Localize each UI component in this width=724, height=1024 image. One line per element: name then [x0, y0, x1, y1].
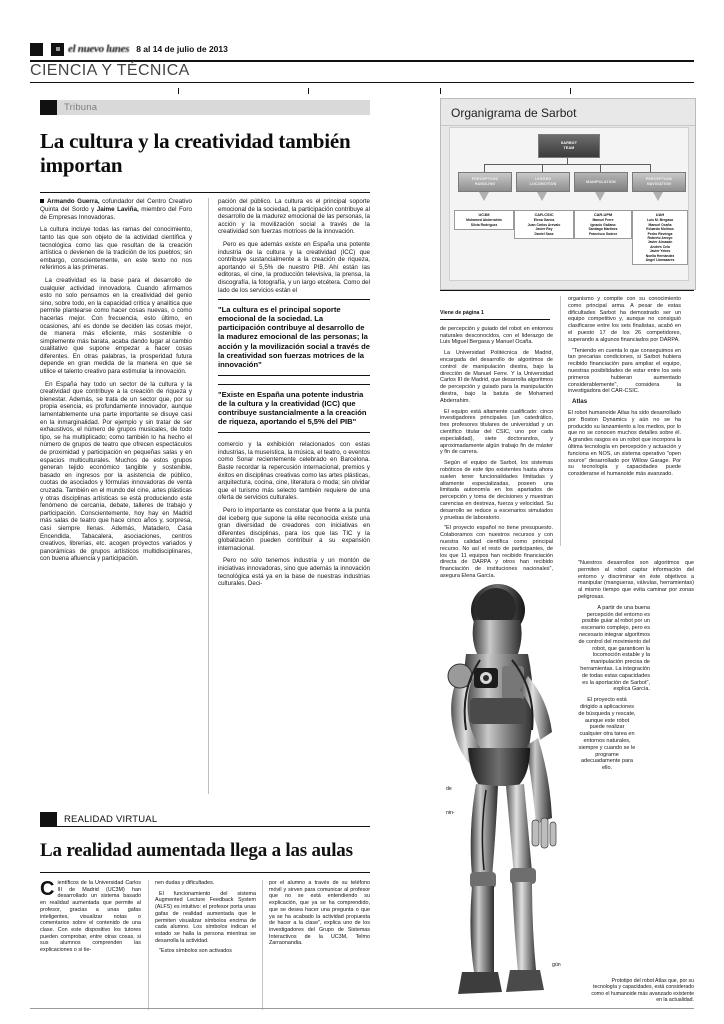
paragraph: Pero no sólo tenemos industria y un montón de iniciativas innovadoras, sino que además la innovación tecnológica está ya en la base de nuestras industrias culturales. Deci- [218, 557, 370, 588]
paragraph: El robot humanoide Atlas ha sido desarrollado por Boston Dynamics y aún no se ha producido su lanzamiento a los medios, por lo que no se conocen muchos detalles sobre él. A grandes rasgos es un robot que incorpora la última tecnología en percepción y actuación y funciona en NOS, un sistema operativo "open source" desarrollado por Willow Garage. Por su tecnología y capacidades puede considerarse el humanoide más avanzado. [568, 409, 681, 478]
subhead-atlas: Atlas [572, 398, 588, 406]
paragraph: La Universidad Politécnica de Madrid, encargada del desarrollo de algoritmos de control de manipulación diestra, bajo la dirección de Manuel Ferre. Y la Universidad Carlos III de Madrid, que desarrolla algoritmos de percepción y guiado para la manipulación diestra, bajo la batuta de Mohamed Abderrahim. [440, 350, 553, 404]
robot-wrap-text [578, 560, 694, 776]
org-l2-line2: LOCOMOTION [529, 182, 557, 186]
org-l2-line1: MANIPULATION [586, 179, 616, 184]
connector-drop-4 [650, 164, 651, 172]
org-l2-line2: NAVIGATION [646, 182, 672, 186]
org-leaf-member: Ignacio Galiano [590, 222, 616, 227]
connector-drop-3 [600, 164, 601, 172]
org-node-perception-navigation [632, 172, 686, 192]
kicker-realidad-virtual [40, 812, 370, 827]
paragraph: El equipo está altamente cualificado: cinco investigadores principales (un catedrático, tres profesores titulares de universidad y un científico titular del CSIC, uno por cada especialidad), siete doctorandos, y aproximadamente algún trabajo fin de máster y fin de carrera. [440, 408, 553, 456]
paragraph: Pero lo importante es constatar que frente a la punta del iceberg que supone la elite reconocida existe una gran diversidad de creadores con iniciativas en diferentes disciplinas, para los que las TIC y la globalización pueden contribuir a su expansión internacional. [218, 506, 370, 552]
paragraph: "Estos símbolos son activados [159, 948, 232, 955]
realidad-virtual-header [40, 812, 370, 873]
org-root-line2: TEAM [563, 146, 575, 150]
org-leaf-uah [632, 210, 688, 265]
right-article-rule [440, 290, 694, 291]
org-leaf-member: Luis M. Bergasa [646, 218, 673, 223]
org-leaf-member: Francisco Suárez [588, 231, 618, 236]
org-root-line1: SARBOT [560, 141, 578, 145]
paragraph: "Nuestros desarrollos son algoritmos que permiten al robot captar información del entorno y discriminar en éste objetivos a manipular (mangueras, válvulas, herramientas) al mismo tiempo que evita caminar por zonas peligrosas. [578, 560, 694, 600]
paragraph: La cultura incluye todas las ramas del conocimiento, tanto las que son objeto de la actividad científica y tecnológica como las que resultan de la creación artística o devienen de la tradición de los pueblos; sin embargo, conscientemente, en este texto no nos referimos a las primeras. [40, 226, 192, 272]
column-rules-top [30, 88, 694, 94]
realidad-virtual-body [40, 880, 370, 1015]
kicker-label: Tribuna [64, 102, 98, 113]
paragraph: A partir de una buena percepción del entorno es posible guiar al robot por un escenario complejo, pero es necesario integrar algoritmos de control del movimiento del robot, que garanticen la locomoción estable y la manipulación precisa de herramientas. La integración de todas estas capacidades es la aportación de Sarbot", explica García. [578, 604, 650, 693]
pullquote-2: "Existe en España una potente industria de la cultura y la creatividad (ICC) que contribuye sustancialmente a la creación de riqueza, aportando el 5,5% del PIB" [218, 384, 370, 433]
publication-name: el nuevo lunes [68, 43, 130, 55]
rv-column-2 [155, 880, 256, 959]
org-leaf-member: Javier Yebes [649, 249, 671, 254]
org-leaf-member: Eduardo Molinos [646, 227, 674, 232]
org-leaf-member: Ángel Llamazares [645, 258, 675, 263]
byline-author-2: Jaime Laviña, [96, 205, 139, 213]
publication-logo-mark [51, 43, 64, 56]
kicker-square [40, 100, 57, 115]
org-leaf-institution: UC3M [478, 212, 490, 217]
byline-end: miembro del Foro de Empresas Innovadoras. [40, 205, 192, 221]
org-l2-line1: LEGGED [534, 177, 552, 181]
tribuna-header [40, 100, 370, 193]
tribuna-body [40, 198, 370, 798]
org-l2-line1: PERCEPTION/ [645, 177, 673, 181]
org-leaf-car-csic [514, 210, 574, 239]
organigrama-chart [449, 127, 689, 281]
org-l2-line2: HANDLING [474, 182, 496, 186]
paragraph: "Teniendo en cuenta lo que conseguimos en tan precarias condiciones, si Sarbot hubiera recibido financiación para ampliar el equipo, nuestras posibilidades de estar entre los seis primeros hubieran aumentado considerablemente", considera la investigadora del CAR-CSIC. [568, 347, 681, 395]
org-leaf-institution: CAR-UPM [593, 212, 613, 217]
atlas-robot-photo [440, 580, 590, 1010]
connector-horizontal [484, 164, 650, 165]
paragraph: La creatividad es la base para el desarrollo de cualquier actividad innovadora. Cuando afirmamos esto no solo pensamos en la creatividad del genio sino, sobre todo, en la capacidad crítica y analítica que permite plantearse como hacer cosas nuevas, o como hacerlas mejor. Con frecuencia, esto último, en ocasiones, ahí es donde se deciden las cosas mejor, de manera más eficiente, más sostenible o simplemente más barata, acaba dando lugar al cambio cualitativo que supone empezar a hacer cosas diferentes. En otras palabras, la prosperidad futura depende en gran medida de la manera en que se utilice el talento creativo para estimular la innovación. [40, 276, 192, 376]
kicker-square [40, 812, 57, 827]
robot-photo-zone [440, 560, 694, 1010]
paragraph: El proyecto está dirigido a aplicaciones de búsqueda y rescate, aunque este robot puede realizar cualquier otra tarea en entornos naturales, siempre y cuando se le programe adecuadamente para ello. [578, 697, 636, 772]
paragraph: por el alumno a través de su teléfono móvil y sirven para comunicar al profesor que no se está entendiendo su explicación, que ya se ha comprendido, que se desea hacer una pregunta o que ya se ha acabado la actividad propuesta de hacer a la clase", explica uno de los investigadores del Grupo de Sistemas Interactivos de la UC3M, Telmo Zarraonandia. [269, 880, 370, 947]
paragraph [40, 880, 141, 954]
org-arrow-1 [479, 192, 489, 201]
column-divider [560, 296, 561, 546]
org-leaf-member: Javier Rey [535, 227, 553, 232]
column-divider [262, 880, 263, 1010]
connector-drop-2 [542, 164, 543, 172]
realidad-virtual-headline: La realidad aumentada llega a las aulas [40, 840, 353, 861]
tribuna-headline: La cultura y la creatividad también importan [40, 129, 351, 178]
org-node-legged-locomotion [516, 172, 570, 192]
org-node-root [538, 134, 600, 158]
byline-mid: cofundador del Centro Creativo Quinta del Sordo y [40, 198, 192, 213]
org-leaf-member: Roberto Arroyo [647, 236, 673, 241]
org-arrow-4 [653, 192, 663, 201]
org-node-perception-handling [458, 172, 512, 192]
org-leaf-uc3m [454, 210, 514, 230]
org-leaf-car-upm [574, 210, 632, 239]
photo-label-nin: nin- [446, 810, 455, 816]
page-bottom-rule [30, 1008, 694, 1009]
organigrama-panel [440, 98, 696, 290]
masthead [30, 38, 694, 62]
paragraph: El funcionamiento del sistema Augmented Lecture Feedback System (ALFS) es intuitivo: el profesor porta unas gafas de realidad aumentada que le permiten visualizar símbolos encima de cada alumno. Los símbolos indican el estado se halla la persona mientras se desarrolla la actividad. [155, 890, 256, 944]
headline-rule [40, 872, 370, 873]
connector-drop-1 [484, 164, 485, 172]
org-arrow-2 [537, 192, 547, 201]
column-divider [148, 880, 149, 1010]
paragraph: En España hay todo un sector de la cultura y la creatividad que contribuye a la creación de riqueza y bienestar. Además, se trata de un sector que, por su propia esencia, es profundamente innovador, aunque lamentablemente una parte importante se disuye casi en la inmarginalidad. Por ejemplo y sin tratar de ser exhaustivos, el número de grupos musicales, de todo tipo, se ha multiplicado; como también lo ha hecho el número de grupos de teatro que ofrecen espectáculos de proximidad y participación en pequeñas salas y en espacios multiculturales. Muchos de estos grupos generan tejido económico tangible y sostenible, basado en ingresos por la asistencia de público, cuotas de asociados y fórmulas innovadoras de venta cruzada. También en el mundo del cine, artes plásticas y otras disciplinas artísticas se está produciendo este fenómeno de cercanía, debate, talleres de trabajo y participación. Conscientemente, hoy hay en Madrid más salas de teatro que hace cinco años y, sorpresa, casi siempre llenas. Además, Matadero, Casa Encendida, Tabacalera, asociaciones, centros creativos, librerías, etc. acogen proyectos variados y panorámicas de grupos artísticos multidisciplinares, con buena afluencia y participación. [40, 380, 192, 563]
org-leaf-member: Pedro Revenga [647, 231, 673, 236]
paragraph: "El proyecto español no tiene presupuesto. Colaboramos con nuestros recursos y con nuestra calidad científica como principal recurso. No así el resto de participantes, de los que 11 equipos han recibido financiación directa de DARPA y otros han recibido financiación de instituciones nacionales", asegura Elena García. [440, 525, 553, 579]
org-leaf-member: Santiago Martínez [588, 227, 618, 232]
byline-author-1: Armando Guerra, [47, 198, 100, 205]
byline-square [40, 199, 44, 203]
org-node-manipulation [574, 172, 628, 192]
section-title: CIENCIA Y TÉCNICA [30, 62, 694, 83]
org-leaf-institution: UAH [655, 212, 665, 217]
org-leaf-member: Javier Almazán [647, 240, 673, 245]
org-leaf-member: Daniel Sanz [534, 231, 554, 236]
rv-column-3 [269, 880, 370, 951]
org-leaf-member: Manuel Ocaña [648, 222, 672, 227]
paragraph-text: ientíficos de la Universidad Carlos III de Madrid (UC3M) han desarrollado un sistema basado en realidad aumentada que permite al profesor, gracias a unas gafas inteligentes, visualizar notas o comentarios sobre el contenido de una clase. Con este dispositivo los tutores pueden comprobar, entre otras cosas, si sus alumnos comprenden las explicaciones o si tie- [40, 880, 141, 954]
paragraph: comercio y la exhibición relacionados con estas industrias, la museística, la música, el teatro, o eventos como Sonar recientemente celebrado en Barcelona. Baste recordar la repercusión internacional, premios y éxitos en disciplinas creativas como las artes plásticas, arquitectura, cocina, cine, literatura o moda; sin olvidar que el turismo más selecto también requiere de una oferta de servicios culturales. [218, 441, 370, 502]
paragraph: nen dudas y dificultades. [155, 880, 215, 886]
byline [40, 198, 192, 221]
org-leaf-member: Manuel Ferre [592, 218, 614, 223]
robot-article-column-2 [568, 296, 681, 482]
page-number-block [30, 43, 43, 56]
paragraph: organismo y compite con su conocimiento como principal arma. A pesar de estas dificultades Sarbot ha demostrado ser un equipo competitivo y, aunque no consiguió clasificarse entre los seis finalistas, acabó en el puesto 17 de los 26 competidores, superando a algunos financiados por DARPA. [568, 296, 681, 343]
org-leaf-member: Juan Carlos Arevalo [527, 222, 561, 227]
pullquote-1: "La cultura es el principal soporte emocional de la sociedad. La participación contribuye al desarrollo de la madurez emocional de las personas; la acción y la movilización social a través de la creatividad son fuerzas motrices de la innovación" [218, 299, 370, 376]
paragraph: de percepción y guiado del robot en entornos naturales desconocidos, con el liderazgo de Luis Miguel Bergasa y Manuel Ocaña. [440, 325, 553, 346]
paragraph: Según el equipo de Sarbot, los sistemas robóticos de este tipo existentes hasta ahora suelen tener funcionalidades limitadas y altamente especializadas, poseen una limitada autonomía en los apartados de percepción y toma de decisiones y muestran carencias en destreza, fuerza y velocidad. Su desarrollo se reduce a escenarios simulados y pruebas de laboratorio. [440, 460, 553, 521]
org-leaf-member: Noelia Hernández [645, 253, 675, 258]
org-arrow-3 [595, 192, 605, 201]
photo-caption: Prototipo del robot Atlas que, por su tecnología y capacidades, está considerado como el humanoide más avanzado existente en la actualidad. [591, 977, 694, 1004]
organigrama-title: Organigrama de Sarbot [441, 99, 695, 126]
org-leaf-member: Silvia Rodríguez [470, 222, 498, 227]
headline-rule [40, 192, 370, 193]
robot-article-column-1 [440, 310, 553, 584]
column-divider [208, 198, 209, 794]
photo-label-gun: gún [552, 962, 561, 968]
rv-column-1 [40, 880, 141, 958]
kicker-label: REALIDAD VIRTUAL [57, 812, 370, 827]
org-leaf-member: Elena García [533, 218, 555, 223]
paragraph: Pero es que además existe en España una potente industria de la cultura y la creatividad (ICC) que contribuye sustancialmente a la creación de riqueza, aportando el 5,5% de nuestro PIB. Ahí están las editoras, el cine, la producción televisiva, la prensa, la discografía, la fotografía, y un largo etcétera. Como del lado de los servicios están el [218, 240, 370, 294]
tribuna-column-2 [218, 198, 370, 593]
paragraph: pación del público. La cultura es el principal soporte emocional de la sociedad, la participación contribuye al desarrollo de la madurez emocional de las personas, la acción y la movilización social a través de la creatividad son fuerzas motrices de la innovación. [218, 198, 370, 236]
continuation-note: Viene de página 1 [440, 310, 550, 320]
org-leaf-member: Andrés Cela [650, 244, 670, 249]
issue-date: 8 al 14 de julio de 2013 [136, 44, 228, 54]
photo-label-de: de [446, 786, 452, 792]
org-l2-line1: PERCEPTION/ [471, 177, 499, 181]
drop-cap: C [40, 878, 55, 900]
tribuna-column-1 [40, 198, 192, 568]
org-leaf-institution: CAR-CSIC [534, 212, 554, 217]
kicker-tribuna [40, 100, 370, 115]
org-leaf-member: Mohamed Abderrahim [466, 218, 502, 223]
